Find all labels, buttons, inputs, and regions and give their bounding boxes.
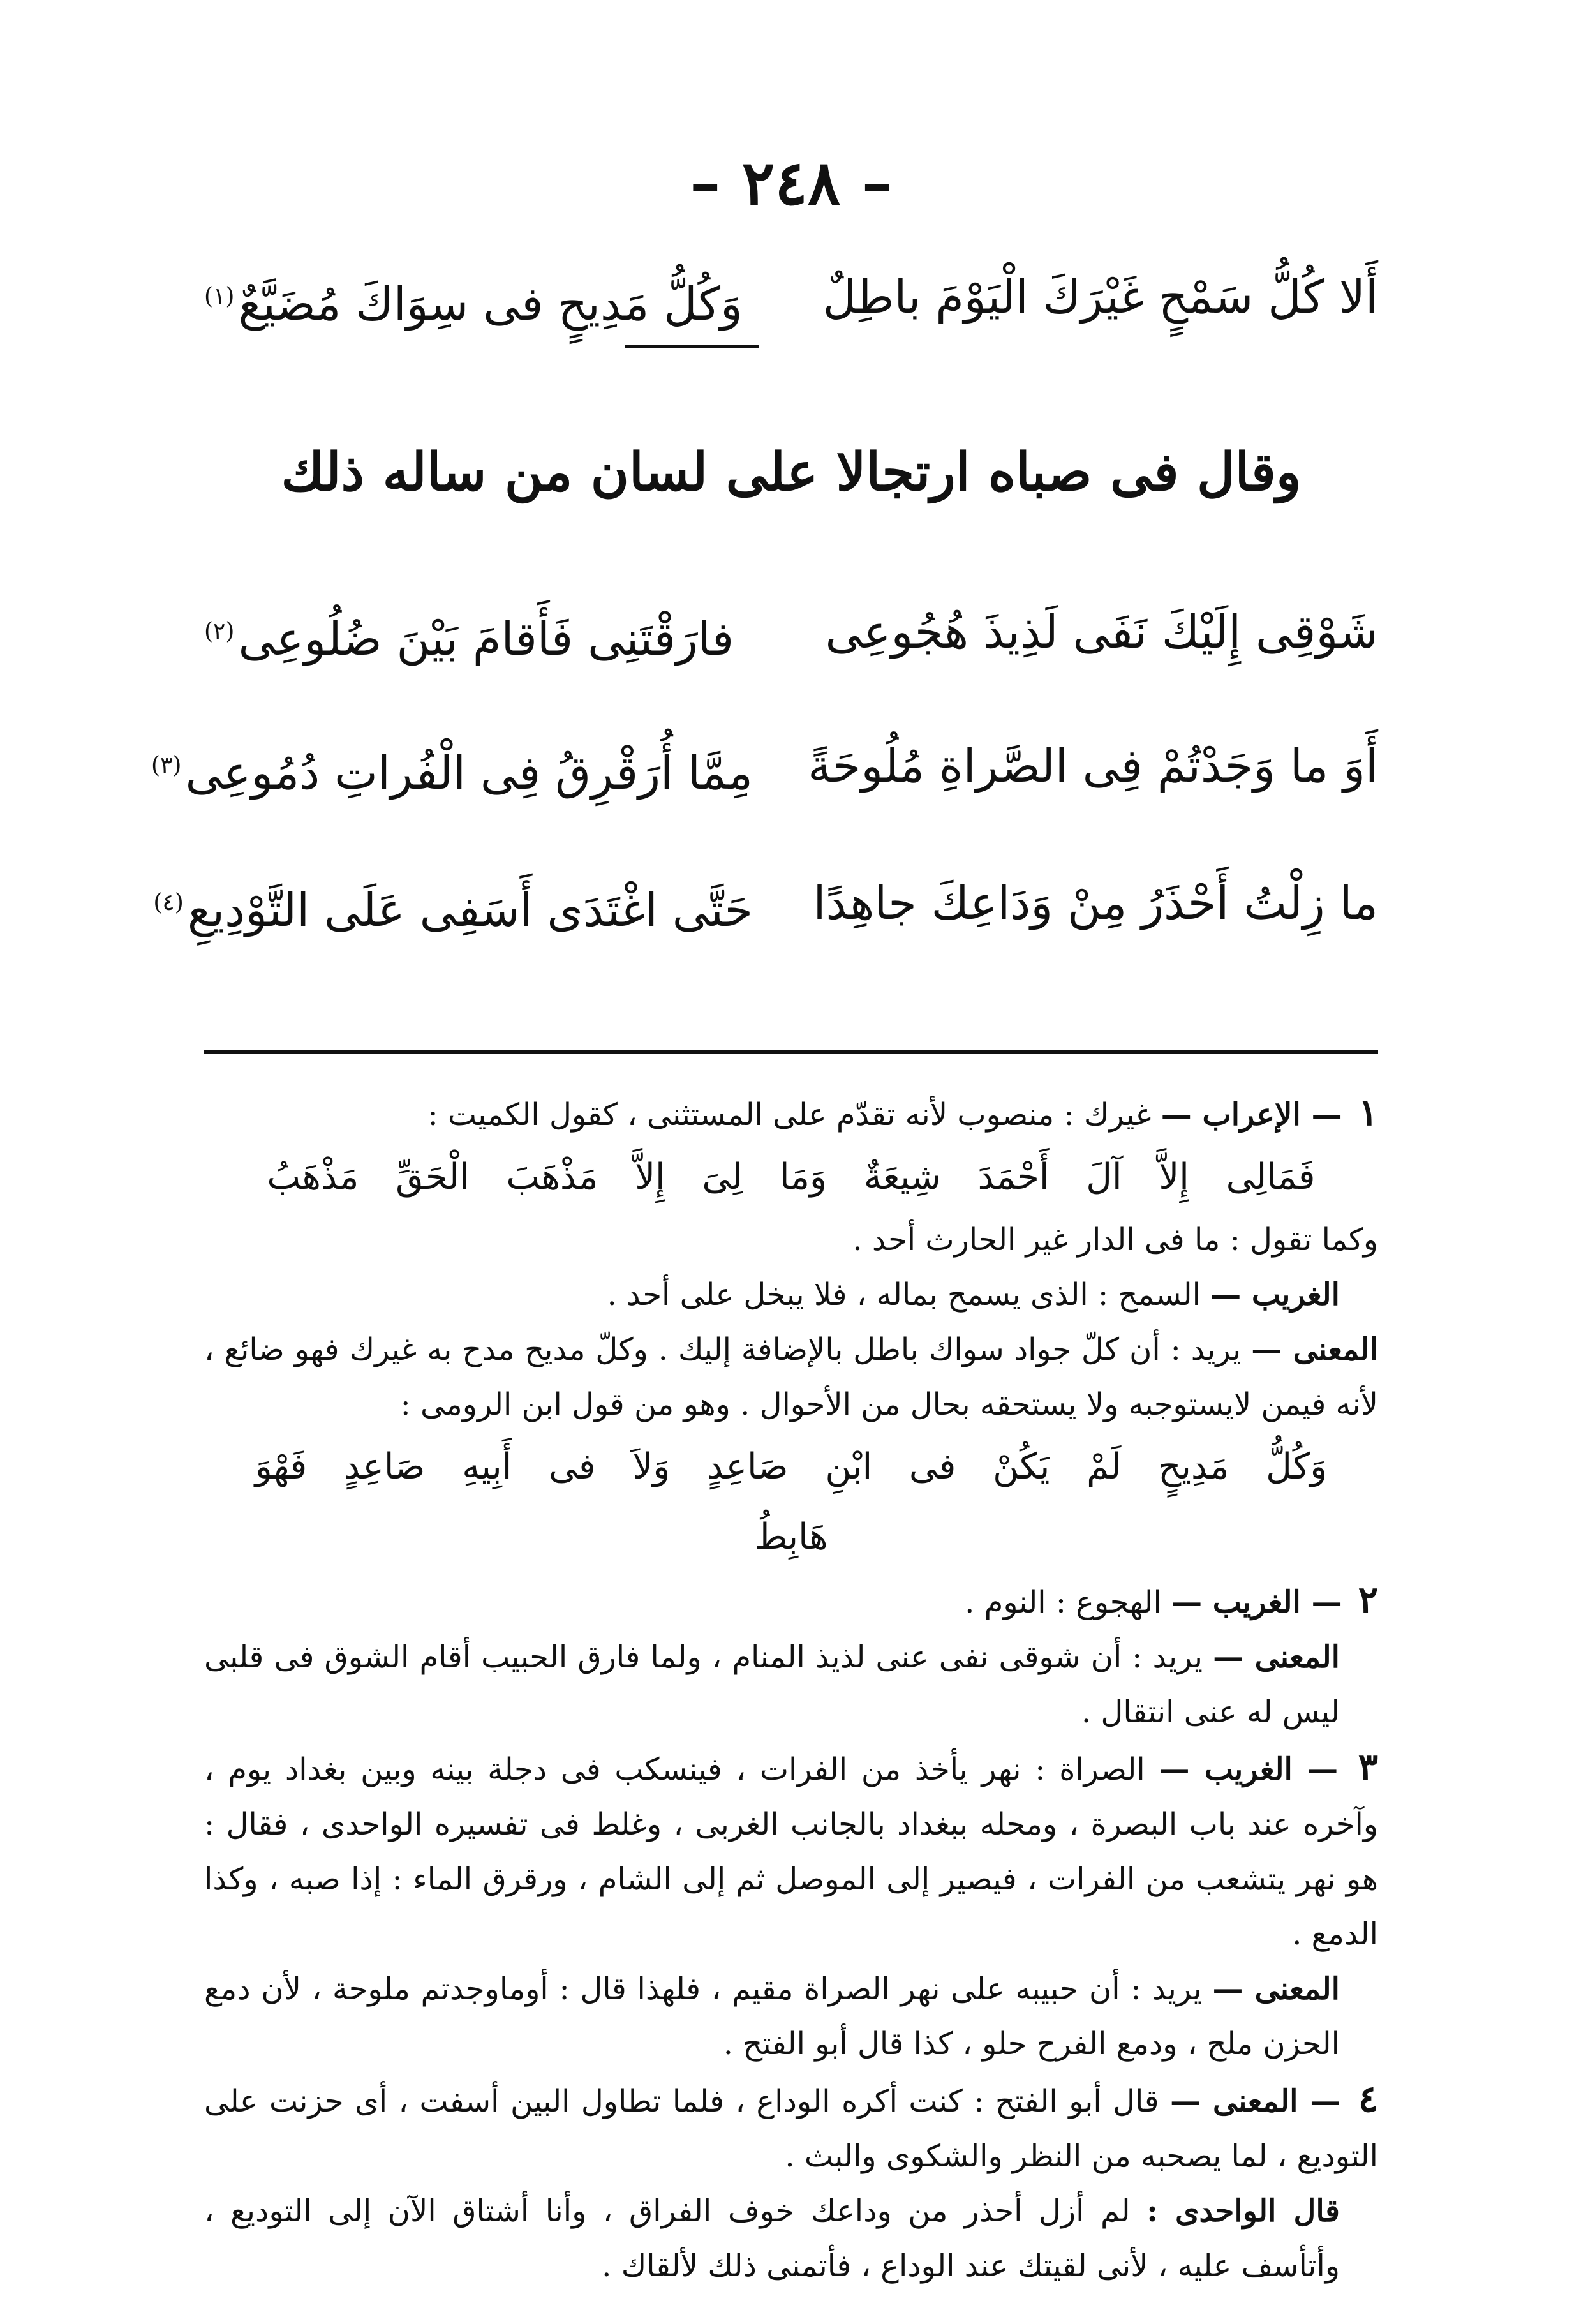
note-paragraph	[204, 1322, 1378, 1432]
footnote-number: ١	[1358, 1091, 1378, 1134]
verse-second-hemistich: مِمَّا أُرَقْرِقُ فِى الْفُراتِ دُمُوعِى$^{(٣)}$	[151, 746, 753, 800]
note-label: قال الواحدى :	[1146, 2193, 1340, 2229]
note-text: لم أزل أحذر من وداعك خوف الفراق ، وأنا أشتاق الآن إلى التوديع ، وأتأسف عليه ، لأنى لقيتك عند الوداع ، فأتمنى ذلك لألقاك .	[204, 2193, 1340, 2284]
verse-first-hemistich: أَلا كُلُّ سَمْحٍ غَيْرَكَ الْيَوْمَ باطِلٌ	[822, 270, 1378, 324]
quoted-verse: فَمَالِى إِلاَّ آلَ أَحْمَدَ شِيعَةٌ وَمَا لِىَ إِلاَّ مَذْهَبَ الْحَقِّ مَذْهَبُ	[267, 1156, 1316, 1198]
note-text: يريد : أن حبيبه على نهر الصراة مقيم ، فلهذا قال : أوماوجدتم ملوحة ، لأن دمع الحزن ملح ، ودمع الفرح حلو ، كذا قال أبو الفتح .	[204, 1971, 1340, 2062]
verse-second-hemistich: حَتَّى اغْتَدَى أَسَفِى عَلَى التَّوْدِيعِ$^{(٤)}$	[153, 883, 753, 937]
poem-verse-3	[153, 868, 1378, 938]
note-text: الصراة : نهر يأخذ من الفرات ، فينسكب فى دجلة بينه وبين بغداد يوم ، وآخره عند باب البصرة ، ومحله ببغداد بالجانب الغربى ، وغلط فى تفسيره الواحدى ، فقال : هو نهر يتشعب من الفرات ، فيصير إلى الموصل ثم إلى الشام ، ورقرق الماء : إذا صبه ، وكذا الدمع .	[204, 1752, 1379, 1952]
underline-mark	[625, 345, 759, 348]
poem-verse-1	[204, 597, 1378, 667]
verse-second-hemistich: وَكُلُّ مَدِيحٍ فى سِوَاكَ مُضَيَّعٌ$^{(١)}$	[204, 277, 743, 331]
footnote-ref: (١)	[204, 283, 235, 309]
footnote-3	[204, 1739, 1378, 1962]
poem-heading: وقال فى صباه ارتجالا على لسان من ساله ذلك	[281, 442, 1302, 503]
quoted-verse: وَكُلُّ مَدِيحٍ لَمْ يَكُنْ فى ابْنِ صَاعِدٍ وَلاَ فى أَبِيهِ صَاعِدٍ فَهْوَ هَابِطُ	[255, 1446, 1328, 1558]
footnote-number: ٢	[1358, 1578, 1378, 1621]
footnote-4	[204, 2071, 1378, 2184]
note-label: — الإعراب —	[1161, 1097, 1342, 1133]
note-label: الغريب —	[1210, 1277, 1340, 1313]
verse-line	[204, 262, 1378, 332]
note-label: المعنى —	[1212, 1971, 1340, 2007]
note-paragraph	[204, 2184, 1378, 2293]
note-text: يريد : أن شوقى نفى عنى لذيذ المنام ، ولما فارق الحبيب أقام الشوق فى قلبى ليس له عنى انتقال .	[204, 1639, 1340, 1730]
note-label: — الغريب —	[1159, 1752, 1339, 1787]
verse-first-hemistich: أَوَ ما وَجَدْتُمْ فِى الصَّراةِ مُلُوحَةً	[808, 739, 1378, 793]
note-label: — الغريب —	[1171, 1584, 1342, 1620]
note-text: السمح : الذى يسمح بماله ، فلا يبخل على أحد .	[607, 1277, 1201, 1313]
note-paragraph	[204, 1267, 1378, 1322]
footnote-2	[204, 1572, 1378, 1630]
note-text: غيرك : منصوب لأنه تقدّم على المستثنى ، كقول الكميت :	[427, 1097, 1152, 1133]
verse-first-hemistich: ما زِلْتُ أَحْذَرُ مِنْ وَدَاعِكَ جاهِدًا	[813, 876, 1378, 930]
note-paragraph	[204, 1962, 1378, 2071]
footnote-ref: (٣)	[151, 752, 182, 778]
page-number: – ٢٤٨ –	[690, 147, 893, 219]
note-text: يريد : أن كلّ جواد سواك باطل بالإضافة إليك . وكلّ مديح مدح به غيرك فهو ضائع ، لأنه فيمن لايستوجبه ولا يستحقه بحال من الأحوال . وهو من قول ابن الرومى :	[204, 1332, 1378, 1422]
footnotes	[204, 1085, 1378, 2293]
verse-first-hemistich: شَوْقِى إِلَيْكَ نَفَى لَذِيذَ هُجُوعِى	[825, 605, 1378, 659]
footnote-number: ٣	[1358, 1745, 1379, 1789]
verse-second-hemistich: فارَقْتَنِى فَأَقامَ بَيْنَ ضُلُوعِى$^{(٢)}$	[204, 612, 734, 666]
poem-verse-2	[151, 731, 1378, 801]
footnote-ref: (٤)	[153, 890, 184, 916]
footnote-ref: (٢)	[204, 618, 235, 644]
note-paragraph	[204, 1630, 1378, 1739]
footnote-number: ٤	[1358, 2077, 1378, 2120]
note-label: المعنى —	[1213, 1639, 1340, 1675]
note-label: المعنى —	[1251, 1332, 1378, 1367]
note-text: الهجوع : النوم .	[965, 1584, 1162, 1620]
note-label: — المعنى —	[1170, 2083, 1341, 2119]
footnote-rule	[204, 1050, 1378, 1054]
note-text: قال أبو الفتح : كنت أكره الوداع ، فلما تطاول البين أسفت ، أى حزنت على التوديع ، لما يصحبه من النظر والشكوى والبث .	[204, 2083, 1378, 2174]
footnote-1	[204, 1085, 1378, 1142]
note-text: وكما تقول : ما فى الدار غير الحارث أحد .	[852, 1222, 1378, 1258]
